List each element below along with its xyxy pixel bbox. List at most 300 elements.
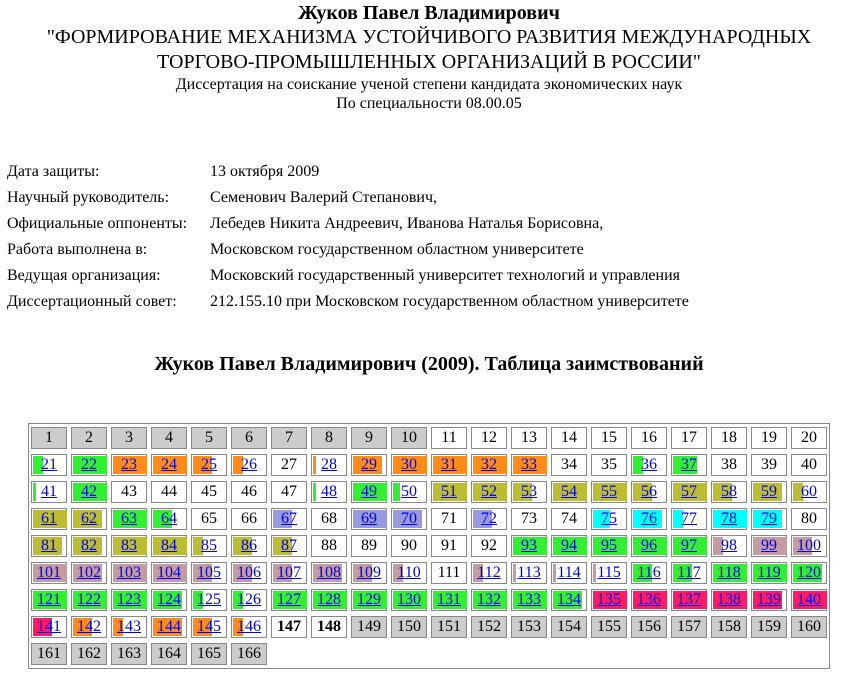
grid-cell[interactable] <box>391 562 427 584</box>
page-link[interactable]: 112 <box>477 564 501 581</box>
grid-cell[interactable] <box>711 562 747 584</box>
page-link[interactable]: 23 <box>121 456 137 473</box>
page-link[interactable]: 25 <box>201 456 217 473</box>
info-value: Московский государственный университет технологий и управления <box>210 267 681 284</box>
grid-cell <box>271 616 307 638</box>
grid-cell[interactable] <box>631 562 667 584</box>
grid-cell[interactable] <box>351 508 387 530</box>
grid-cell[interactable] <box>191 562 227 584</box>
specialty-code: По специальности 08.00.05 <box>336 95 522 112</box>
grid-cell[interactable] <box>311 481 347 503</box>
grid-cell[interactable] <box>31 454 67 476</box>
match-share-bar <box>553 564 556 582</box>
page-link[interactable]: 99 <box>761 537 777 554</box>
page-link[interactable]: 86 <box>241 537 257 554</box>
page-link[interactable]: 29 <box>361 456 377 473</box>
page-link[interactable]: 64 <box>161 510 177 527</box>
grid-cell <box>191 508 227 530</box>
grid-cell[interactable] <box>71 562 107 584</box>
page-link[interactable]: 51 <box>441 483 457 500</box>
page-link[interactable]: 140 <box>797 591 821 608</box>
grid-cell[interactable] <box>31 616 67 638</box>
grid-cell[interactable] <box>631 589 667 611</box>
page-link[interactable]: 132 <box>477 591 501 608</box>
page-link[interactable]: 22 <box>81 456 97 473</box>
page-number: 47 <box>281 483 297 500</box>
grid-cell[interactable] <box>471 454 507 476</box>
grid-cell[interactable] <box>751 589 787 611</box>
page-link[interactable]: 32 <box>481 456 497 473</box>
page-number: 165 <box>197 645 221 662</box>
grid-cell <box>471 427 507 449</box>
page-number: 40 <box>801 456 817 473</box>
grid-cell[interactable] <box>71 508 107 530</box>
page-link[interactable]: 105 <box>197 564 221 581</box>
grid-cell[interactable] <box>591 535 627 557</box>
grid-cell <box>551 616 587 638</box>
info-value: 212.155.10 при Московском государственном областном университете <box>210 293 689 310</box>
page-link[interactable]: 114 <box>557 564 581 581</box>
page-link[interactable]: 119 <box>757 564 781 581</box>
page-number: 111 <box>437 564 461 581</box>
page-link[interactable]: 85 <box>201 537 217 554</box>
page-link[interactable]: 83 <box>121 537 137 554</box>
page-link[interactable]: 120 <box>797 564 821 581</box>
grid-cell[interactable] <box>111 616 147 638</box>
grid-cell[interactable] <box>591 562 627 584</box>
grid-cell <box>271 454 307 476</box>
page-link[interactable]: 135 <box>597 591 621 608</box>
page-link[interactable]: 67 <box>281 510 297 527</box>
page-link[interactable]: 113 <box>517 564 541 581</box>
page-number: 161 <box>37 645 61 662</box>
grid-cell[interactable] <box>351 589 387 611</box>
page-link[interactable]: 130 <box>397 591 421 608</box>
page-number: 149 <box>357 618 381 635</box>
grid-cell[interactable] <box>151 616 187 638</box>
grid-cell[interactable] <box>151 535 187 557</box>
grid-cell[interactable] <box>151 589 187 611</box>
grid-cell[interactable] <box>791 481 827 503</box>
page-link[interactable]: 109 <box>357 564 381 581</box>
grid-cell[interactable] <box>471 481 507 503</box>
page-number: 158 <box>717 618 741 635</box>
page-number: 89 <box>361 537 377 554</box>
grid-cell[interactable] <box>711 481 747 503</box>
grid-cell[interactable] <box>311 589 347 611</box>
dissertation-header <box>0 1 858 113</box>
grid-cell[interactable] <box>511 481 547 503</box>
grid-cell[interactable] <box>711 535 747 557</box>
page-number: 19 <box>761 429 777 446</box>
page-link[interactable]: 116 <box>637 564 661 581</box>
grid-cell[interactable] <box>271 508 307 530</box>
grid-cell[interactable] <box>311 562 347 584</box>
page-number: 45 <box>201 483 217 500</box>
grid-cell <box>711 454 747 476</box>
page-link[interactable]: 21 <box>41 456 57 473</box>
page-link[interactable]: 53 <box>521 483 537 500</box>
page-link[interactable]: 137 <box>677 591 701 608</box>
page-link[interactable]: 121 <box>37 591 61 608</box>
page-link[interactable]: 75 <box>601 510 617 527</box>
page-number: 159 <box>757 618 781 635</box>
grid-cell[interactable] <box>671 562 707 584</box>
page-link[interactable]: 62 <box>81 510 97 527</box>
grid-cell <box>511 427 547 449</box>
page-link[interactable]: 76 <box>641 510 657 527</box>
grid-cell[interactable] <box>71 535 107 557</box>
page-link[interactable]: 58 <box>721 483 737 500</box>
page-link[interactable]: 59 <box>761 483 777 500</box>
grid-cell[interactable] <box>511 562 547 584</box>
page-number: 155 <box>597 618 621 635</box>
page-number: 80 <box>801 510 817 527</box>
page-link[interactable]: 97 <box>681 537 697 554</box>
page-link[interactable]: 142 <box>77 618 101 635</box>
grid-cell <box>311 535 347 557</box>
page-link[interactable]: 129 <box>357 591 381 608</box>
page-link[interactable]: 50 <box>401 483 417 500</box>
page-link[interactable]: 72 <box>481 510 497 527</box>
page-link[interactable]: 33 <box>521 456 537 473</box>
grid-cell <box>511 616 547 638</box>
grid-cell[interactable] <box>671 454 707 476</box>
grid-cell[interactable] <box>751 535 787 557</box>
grid-cell[interactable] <box>351 454 387 476</box>
page-number: 163 <box>117 645 141 662</box>
grid-cell <box>431 535 467 557</box>
page-link[interactable]: 98 <box>721 537 737 554</box>
grid-cell[interactable] <box>431 481 467 503</box>
page-link[interactable]: 104 <box>157 564 181 581</box>
page-link[interactable]: 55 <box>601 483 617 500</box>
page-link[interactable]: 101 <box>37 564 61 581</box>
grid-cell[interactable] <box>591 481 627 503</box>
page-link[interactable]: 94 <box>561 537 577 554</box>
page-number: 20 <box>801 429 817 446</box>
page-link[interactable]: 127 <box>277 591 301 608</box>
grid-cell <box>431 508 467 530</box>
page-link[interactable]: 93 <box>521 537 537 554</box>
grid-cell <box>191 643 227 665</box>
grid-cell[interactable] <box>231 589 267 611</box>
grid-cell <box>111 643 147 665</box>
grid-cell[interactable] <box>111 535 147 557</box>
grid-cell <box>351 535 387 557</box>
grid-cell <box>431 562 467 584</box>
grid-cell[interactable] <box>271 562 307 584</box>
grid-cell[interactable] <box>151 508 187 530</box>
page-link[interactable]: 145 <box>197 618 221 635</box>
grid-cell <box>231 427 267 449</box>
page-link[interactable]: 56 <box>641 483 657 500</box>
grid-cell[interactable] <box>31 562 67 584</box>
grid-cell[interactable] <box>71 481 107 503</box>
grid-cell[interactable] <box>191 589 227 611</box>
grid-cell <box>631 616 667 638</box>
grid-cell[interactable] <box>551 562 587 584</box>
info-row-opponents <box>7 211 689 237</box>
page-link[interactable]: 118 <box>717 564 741 581</box>
page-link[interactable]: 138 <box>717 591 741 608</box>
page-link[interactable]: 125 <box>197 591 221 608</box>
grid-cell[interactable] <box>271 589 307 611</box>
page-number: 152 <box>477 618 501 635</box>
page-link[interactable]: 48 <box>321 483 337 500</box>
page-link[interactable]: 49 <box>361 483 377 500</box>
page-link[interactable]: 107 <box>277 564 301 581</box>
info-row-leading-organization <box>7 263 689 289</box>
page-link[interactable]: 57 <box>681 483 697 500</box>
grid-cell[interactable] <box>231 616 267 638</box>
page-number: 39 <box>761 456 777 473</box>
page-link[interactable]: 115 <box>597 564 621 581</box>
title-line-1: "ФОРМИРОВАНИЕ МЕХАНИЗМА УСТОЙЧИВОГО РАЗВИТИЯ МЕЖДУНАРОДНЫХ <box>46 26 812 48</box>
grid-cell[interactable] <box>351 481 387 503</box>
grid-cell[interactable] <box>551 481 587 503</box>
grid-cell[interactable] <box>591 589 627 611</box>
page-link[interactable]: 61 <box>41 510 57 527</box>
page-link[interactable]: 122 <box>77 591 101 608</box>
grid-cell <box>351 616 387 638</box>
grid-cell[interactable] <box>671 535 707 557</box>
grid-cell[interactable] <box>511 454 547 476</box>
info-label: Ведущая организация: <box>7 267 161 284</box>
grid-cell[interactable] <box>751 481 787 503</box>
page-link[interactable]: 26 <box>241 456 257 473</box>
page-link[interactable]: 144 <box>157 618 181 635</box>
page-link[interactable]: 128 <box>317 591 341 608</box>
grid-cell[interactable] <box>111 589 147 611</box>
grid-cell[interactable] <box>71 454 107 476</box>
page-number: 6 <box>245 429 253 446</box>
page-link[interactable]: 146 <box>237 618 261 635</box>
grid-cell[interactable] <box>471 508 507 530</box>
page-number: 46 <box>241 483 257 500</box>
grid-cell[interactable] <box>111 454 147 476</box>
page-link[interactable]: 31 <box>441 456 457 473</box>
grid-cell[interactable] <box>791 562 827 584</box>
page-link[interactable]: 103 <box>117 564 141 581</box>
page-link[interactable]: 60 <box>801 483 817 500</box>
grid-cell[interactable] <box>711 508 747 530</box>
grid-cell <box>591 616 627 638</box>
page-link[interactable]: 36 <box>641 456 657 473</box>
grid-cell <box>271 481 307 503</box>
match-share-bar <box>513 564 516 582</box>
page-number: 34 <box>561 456 577 473</box>
grid-cell[interactable] <box>71 616 107 638</box>
page-link[interactable]: 54 <box>561 483 577 500</box>
page-number: 9 <box>365 429 373 446</box>
page-link[interactable]: 77 <box>681 510 697 527</box>
page-link[interactable]: 78 <box>721 510 737 527</box>
page-number: 66 <box>241 510 257 527</box>
grid-cell <box>431 616 467 638</box>
grid-cell[interactable] <box>351 562 387 584</box>
grid-cell[interactable] <box>591 508 627 530</box>
grid-cell[interactable] <box>471 589 507 611</box>
grid-cell[interactable] <box>391 454 427 476</box>
page-link[interactable]: 70 <box>401 510 417 527</box>
grid-cell <box>551 508 587 530</box>
page-link[interactable]: 95 <box>601 537 617 554</box>
grid-cell[interactable] <box>631 535 667 557</box>
grid-cell[interactable] <box>311 454 347 476</box>
grid-cell <box>311 616 347 638</box>
grid-cell[interactable] <box>31 481 67 503</box>
page-link[interactable]: 87 <box>281 537 297 554</box>
dissertation-info-table <box>7 159 689 315</box>
page-number: 68 <box>321 510 337 527</box>
page-link[interactable]: 110 <box>397 564 421 581</box>
grid-cell <box>311 427 347 449</box>
grid-cell[interactable] <box>551 589 587 611</box>
grid-cell <box>111 481 147 503</box>
page-link[interactable]: 37 <box>681 456 697 473</box>
grid-cell <box>231 481 267 503</box>
grid-cell[interactable] <box>231 562 267 584</box>
page-number: 162 <box>77 645 101 662</box>
page-number: 43 <box>121 483 137 500</box>
grid-cell[interactable] <box>31 508 67 530</box>
grid-cell[interactable] <box>511 535 547 557</box>
grid-cell[interactable] <box>711 589 747 611</box>
page-link[interactable]: 141 <box>37 618 61 635</box>
grid-cell[interactable] <box>471 562 507 584</box>
grid-cell <box>31 427 67 449</box>
grid-cell <box>631 427 667 449</box>
page-link[interactable]: 123 <box>117 591 141 608</box>
page-link[interactable]: 82 <box>81 537 97 554</box>
dissertation-title <box>0 25 858 75</box>
page-number: 166 <box>237 645 261 662</box>
page-link[interactable]: 136 <box>637 591 661 608</box>
page-number: 5 <box>205 429 213 446</box>
grid-cell[interactable] <box>391 481 427 503</box>
grid-cell[interactable] <box>271 535 307 557</box>
grid-cell[interactable] <box>431 454 467 476</box>
page-number: 11 <box>441 429 457 446</box>
grid-cell[interactable] <box>151 454 187 476</box>
page-number: 44 <box>161 483 177 500</box>
grid-cell[interactable] <box>231 535 267 557</box>
grid-cell[interactable] <box>111 508 147 530</box>
info-row-supervisor <box>7 185 689 211</box>
page-link[interactable]: 24 <box>161 456 177 473</box>
grid-cell <box>351 427 387 449</box>
page-link[interactable]: 106 <box>237 564 261 581</box>
info-row-council <box>7 289 689 315</box>
grid-cell <box>431 427 467 449</box>
grid-cell <box>191 481 227 503</box>
page-number: 148 <box>317 618 341 635</box>
page-link[interactable]: 108 <box>317 564 341 581</box>
grid-cell[interactable] <box>71 589 107 611</box>
page-number: 147 <box>277 618 301 635</box>
page-number: 74 <box>561 510 577 527</box>
page-link[interactable]: 143 <box>117 618 141 635</box>
page-link[interactable]: 139 <box>757 591 781 608</box>
grid-cell[interactable] <box>631 454 667 476</box>
page-link[interactable]: 134 <box>557 591 581 608</box>
page-link[interactable]: 69 <box>361 510 377 527</box>
info-value: 13 октября 2009 <box>210 163 320 180</box>
match-share-bar <box>33 483 36 501</box>
grid-cell[interactable] <box>431 589 467 611</box>
grid-cell[interactable] <box>191 454 227 476</box>
page-link[interactable]: 124 <box>157 591 181 608</box>
grid-cell <box>751 616 787 638</box>
page-link[interactable]: 79 <box>761 510 777 527</box>
page-link[interactable]: 84 <box>161 537 177 554</box>
grid-cell[interactable] <box>511 589 547 611</box>
grid-cell <box>671 427 707 449</box>
grid-cell <box>551 454 587 476</box>
grid-cell[interactable] <box>671 589 707 611</box>
info-value: Московском государственном областном университете <box>210 241 584 258</box>
grid-cell[interactable] <box>151 562 187 584</box>
page-link[interactable]: 117 <box>677 564 701 581</box>
grid-cell[interactable] <box>391 508 427 530</box>
page-number: 160 <box>797 618 821 635</box>
page-link[interactable]: 63 <box>121 510 137 527</box>
page-link[interactable]: 28 <box>321 456 337 473</box>
grid-cell[interactable] <box>791 535 827 557</box>
grid-cell <box>791 508 827 530</box>
grid-cell[interactable] <box>391 589 427 611</box>
page-link[interactable]: 41 <box>41 483 57 500</box>
info-value: Семенович Валерий Степанович, <box>210 189 437 206</box>
grid-cell[interactable] <box>791 589 827 611</box>
page-number: 154 <box>557 618 581 635</box>
grid-cell[interactable] <box>751 562 787 584</box>
grid-cell <box>71 427 107 449</box>
grid-cell[interactable] <box>631 481 667 503</box>
grid-cell <box>391 616 427 638</box>
grid-cell[interactable] <box>671 508 707 530</box>
page-link[interactable]: 30 <box>401 456 417 473</box>
match-share-bar <box>393 483 400 501</box>
grid-cell[interactable] <box>551 535 587 557</box>
grid-cell[interactable] <box>31 589 67 611</box>
grid-cell[interactable] <box>31 535 67 557</box>
grid-cell[interactable] <box>631 508 667 530</box>
page-link[interactable]: 131 <box>437 591 461 608</box>
page-link[interactable]: 100 <box>797 537 821 554</box>
grid-cell <box>751 427 787 449</box>
page-link[interactable]: 52 <box>481 483 497 500</box>
page-number: 14 <box>561 429 577 446</box>
page-link[interactable]: 133 <box>517 591 541 608</box>
grid-cell[interactable] <box>111 562 147 584</box>
page-link[interactable]: 96 <box>641 537 657 554</box>
grid-cell <box>231 643 267 665</box>
grid-cell[interactable] <box>191 616 227 638</box>
grid-cell[interactable] <box>671 481 707 503</box>
page-link[interactable]: 102 <box>77 564 101 581</box>
degree-subtitle: Диссертация на соискание ученой степени кандидата экономических наук <box>175 76 683 93</box>
grid-cell[interactable] <box>751 508 787 530</box>
page-link[interactable]: 81 <box>41 537 57 554</box>
grid-cell[interactable] <box>191 535 227 557</box>
grid-cell <box>551 427 587 449</box>
page-link[interactable]: 126 <box>237 591 261 608</box>
page-link[interactable]: 42 <box>81 483 97 500</box>
grid-cell[interactable] <box>231 454 267 476</box>
grid-cell <box>111 427 147 449</box>
